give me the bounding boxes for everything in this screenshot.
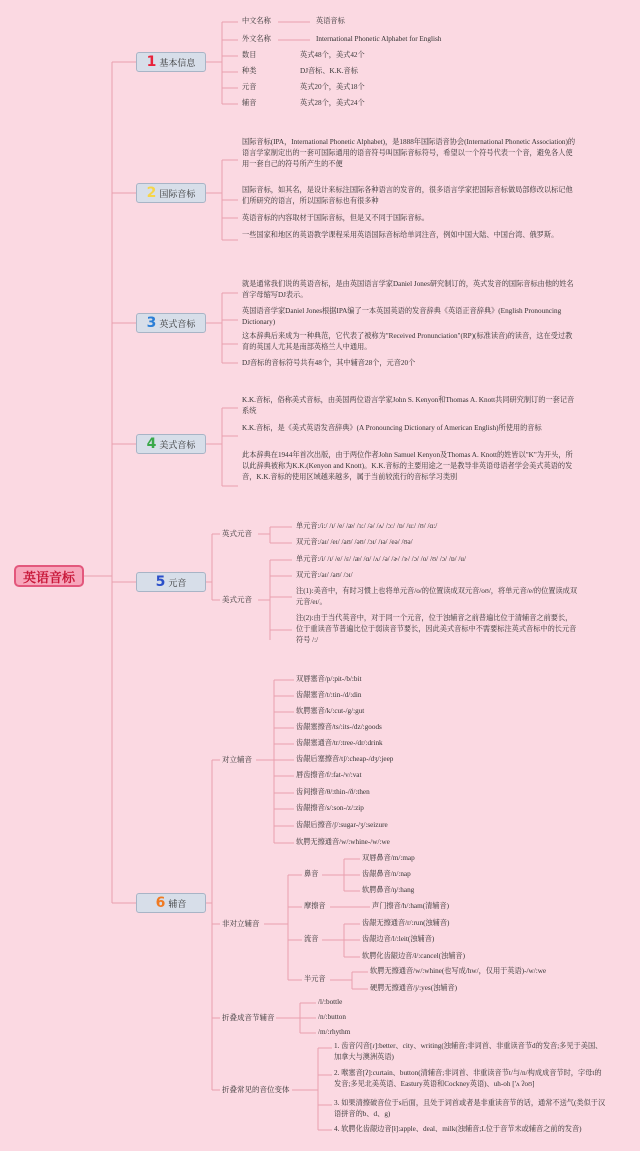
syllabic-item: /n/:button	[318, 1013, 346, 1021]
basic-value: 英语音标	[316, 17, 345, 25]
branch-label: 英式音标	[159, 319, 196, 330]
paired-consonant: 齿龈塞通音/tr/:tree-/dr/:drink	[296, 739, 383, 747]
paired-consonant: 齿龈擦音/s/:son-/z/:zip	[296, 804, 364, 812]
american-paragraph: K.K.音标，是《美式英语发音辞典》(A Pronouncing Dictionary of American English)所使用的音标	[242, 424, 542, 432]
paired-consonant: 双唇塞音/p/:pit-/b/:bit	[296, 675, 362, 683]
british-paragraph: 就是通常我们说的英语音标，是由英国语言学家Daniel Jones研究制订的，英式发音的国际音标由他的姓名首字母缩写DJ表示。	[242, 280, 574, 299]
branch-number: 5	[155, 574, 166, 590]
branch-label: 元音	[168, 578, 187, 589]
american-paragraph: K.K.音标，俗称美式音标，由美国两位语言学家John S. Kenyon和Thomas A. Knott共同研究制订的一套记音系统	[242, 396, 575, 415]
paired-consonant: 齿龈后擦音/ʃ/:sugar-/ʒ/:seizure	[296, 821, 388, 829]
paired-consonant: 齿龈后塞擦音/tʃ/:cheap-/dʒ/:jeep	[296, 755, 394, 763]
semivowel-item: 硬腭无擦通音/j/:yes(浊辅音)	[370, 984, 458, 992]
intl-paragraph: 一些国家和地区的英语教学课程采用英语国际音标给单词注音，例如中国大陆、中国台湾、俄罗斯。	[242, 231, 559, 239]
branch-number: 2	[146, 185, 157, 201]
unpaired-consonants-label: 非对立辅音	[222, 919, 260, 928]
basic-key: 辅音	[242, 99, 257, 107]
basic-key: 中文名称	[242, 17, 271, 25]
liquid-item: 软腭化齿龈边音/ł/:cancel(浊辅音)	[362, 952, 466, 960]
branch-label: 辅音	[168, 899, 187, 910]
syllabic-item: /l/:bottle	[318, 998, 343, 1006]
paired-consonant: 唇齿擦音/f/:fat-/v/:vat	[296, 771, 362, 779]
british-paragraph: 英国语音学家Daniel Jones根据IPA编了一本英国英语的发音辞典《英语正音辞典》(English Pronouncing Dictionary)	[242, 307, 562, 326]
semivowel-label: 半元音	[304, 975, 326, 983]
american-vowels-label: 美式元音	[222, 595, 252, 604]
paired-consonant: 齿间擦音/θ/:thin-/ð/:then	[296, 788, 370, 796]
branch-consonants[interactable]	[136, 893, 206, 913]
branch-number: 4	[146, 436, 157, 452]
fricative-item: 声门擦音/h/:ham(清辅音)	[372, 902, 450, 910]
basic-value: 英式28个，美式24个	[300, 99, 365, 107]
paired-consonant: 软腭塞音/k/:cut-/g/:gut	[296, 707, 365, 715]
basic-value: 英式20个，美式18个	[300, 83, 365, 91]
basic-value: DJ音标、K.K.音标	[300, 67, 358, 75]
paired-consonant: 齿龈塞音/t/:tin-/d/:din	[296, 691, 362, 699]
nasal-item: 齿龈鼻音/n/:nap	[362, 870, 411, 878]
allophone-item: 2. 喉塞音[ʔ]:curtain、button(清辅音;非词首、非重读音节t/与/n/构成成音节时，字母t的发音;多见北美英语、Eastury英语和Cockney英语)、uh-oh ['ʌ ʔoʊ]	[334, 1069, 602, 1088]
american-paragraph: 此本辞典在1944年首次出版，由于两位作者John Samuel Kenyon及Thomas A. Knott的姓皆以"K"为开头，所以此辞典被称为K.K.(Kenyon and Knott)。K.K.音标的主要用途之一是教导非英语母语者学会美式英语的发音，K.K.音标的使用区域越来越多，属于当前较流行的音标学习类别	[242, 451, 573, 481]
liquid-item: 齿龈边音/l/:leit(浊辅音)	[362, 935, 435, 943]
intl-paragraph: 国际音标，如其名，是设计来标注国际各种语言的发音的，很多语言学家把国际音标做局部修改以标记他们所研究的语言，所以国际音标也有很多种	[242, 186, 573, 205]
american-vowels-monophthongs: 单元音:/i/ /ɪ/ /e/ /ɛ/ /æ/ /ɑ/ /ʌ/ /ə/ /ɚ/ /ɝ/ /ɔ/ /o/ /ʊ/ /ɔ/ /ɒ/ /u/	[296, 555, 466, 563]
intl-paragraph: 英语音标的内容取材于国际音标，但是又不同于国际音标。	[242, 214, 429, 222]
branch-vowels[interactable]	[136, 572, 206, 592]
branch-label: 基本信息	[159, 58, 196, 69]
nasal-label: 鼻音	[304, 870, 319, 878]
syllabic-item: /m/:rhythm	[318, 1028, 351, 1036]
paired-consonant: 齿龈塞擦音/ts/:its-/dz/:goods	[296, 723, 382, 731]
basic-value: International Phonetic Alphabet for English	[316, 35, 442, 43]
nasal-item: 双唇鼻音/m/:map	[362, 854, 415, 862]
allophone-item: 3. 如果清擦破音位于s后面，且处于词首或者是非重读音节的话，通常不送气(类似于汉语拼音的b、d、g)	[334, 1099, 606, 1118]
branch-label: 美式音标	[159, 440, 196, 451]
semivowel-item: 软腭无擦通音/w/:whine(也写成/hw/，仅用于英语)-/w/:we	[370, 967, 547, 975]
basic-key: 元音	[242, 83, 257, 91]
paired-consonant: 软腭无擦通音/w/:whine-/w/:we	[296, 838, 390, 846]
allophones-label: 折叠常见的音位变体	[222, 1085, 290, 1094]
basic-key: 数目	[242, 51, 257, 59]
branch-label: 国际音标	[159, 189, 196, 200]
british-paragraph: 这本辞典后来成为一种典范，它代表了被称为"Received Pronunciation"(RP)(标准读音)的读音，这在受过教育的英国人尤其是南部英格兰人中通用。	[242, 332, 573, 351]
basic-value: 英式48个，美式42个	[300, 51, 365, 59]
syllabic-consonants-label: 折叠成音节辅音	[222, 1013, 275, 1022]
branch-british[interactable]	[136, 313, 206, 333]
intl-paragraph: 国际音标(IPA，International Phonetic Alphabet)，是1888年国际语音协会(International Phonetic Association)的语言学家制定出的一套可国际通用的语音符号叫国际音标符号，希望以一个符号代表一个音，避免各人使用一套自己的符号所产生的不便	[242, 138, 576, 168]
liquid-item: 齿龈无擦通音/r/:run(浊辅音)	[362, 919, 450, 927]
fricative-label: 摩擦音	[304, 902, 326, 910]
root-node[interactable]: 英语音标	[14, 565, 84, 587]
branch-basic-info[interactable]	[136, 52, 206, 72]
liquid-label: 流音	[304, 935, 319, 943]
american-vowels-note-1: 注(1):美音中，有时习惯上也将单元音/o/的位置读成双元音/oʊ/，将单元音/e/的位置读成双元音/eɪ/。	[296, 587, 578, 606]
branch-international[interactable]	[136, 183, 206, 203]
american-vowels-diphthongs: 双元音:/aɪ/ /aʊ/ /ɔɪ/	[296, 571, 353, 579]
nasal-item: 软腭鼻音/ŋ/:hang	[362, 886, 415, 894]
branch-number: 6	[155, 895, 166, 911]
british-paragraph: DJ音标的音标符号共有48个，其中辅音28个，元音20个	[242, 359, 416, 367]
american-vowels-note-2: 注(2):由于当代英音中，对于同一个元音，位于浊辅音之前普遍比位于清辅音之前要长，位于重读音节普遍比位于弱读音节要长，因此美式音标中不需要标注英式音标中的长元音符号 /:/	[296, 614, 577, 644]
branch-number: 3	[146, 315, 157, 331]
british-vowels-monophthongs: 单元音:/i:/ /ɪ/ /e/ /æ/ /ɜ:/ /ə/ /ʌ/ /ɔ:/ /ɒ/ /u:/ /ʊ/ /ɑ:/	[296, 522, 438, 530]
basic-key: 种类	[242, 67, 257, 75]
british-vowels-diphthongs: 双元音:/aɪ/ /eɪ/ /aʊ/ /əʊ/ /ɔɪ/ /ɪə/ /eə/ /ʊə/	[296, 538, 413, 546]
paired-consonants-label: 对立辅音	[222, 755, 252, 764]
allophone-item: 1. 齿音闪音[ɾ]:better、city、writing(浊辅音;非词首、非重读音节d的发音;多见于美国、加拿大与澳洲英语)	[334, 1042, 603, 1061]
branch-american[interactable]	[136, 434, 206, 454]
basic-key: 外文名称	[242, 35, 271, 43]
british-vowels-label: 英式元音	[222, 529, 252, 538]
allophone-item: 4. 软腭化齿龈边音[ł]:apple、deal、milk(浊辅音;L位于音节末或辅音之前的发音)	[334, 1125, 582, 1133]
branch-number: 1	[146, 54, 157, 70]
